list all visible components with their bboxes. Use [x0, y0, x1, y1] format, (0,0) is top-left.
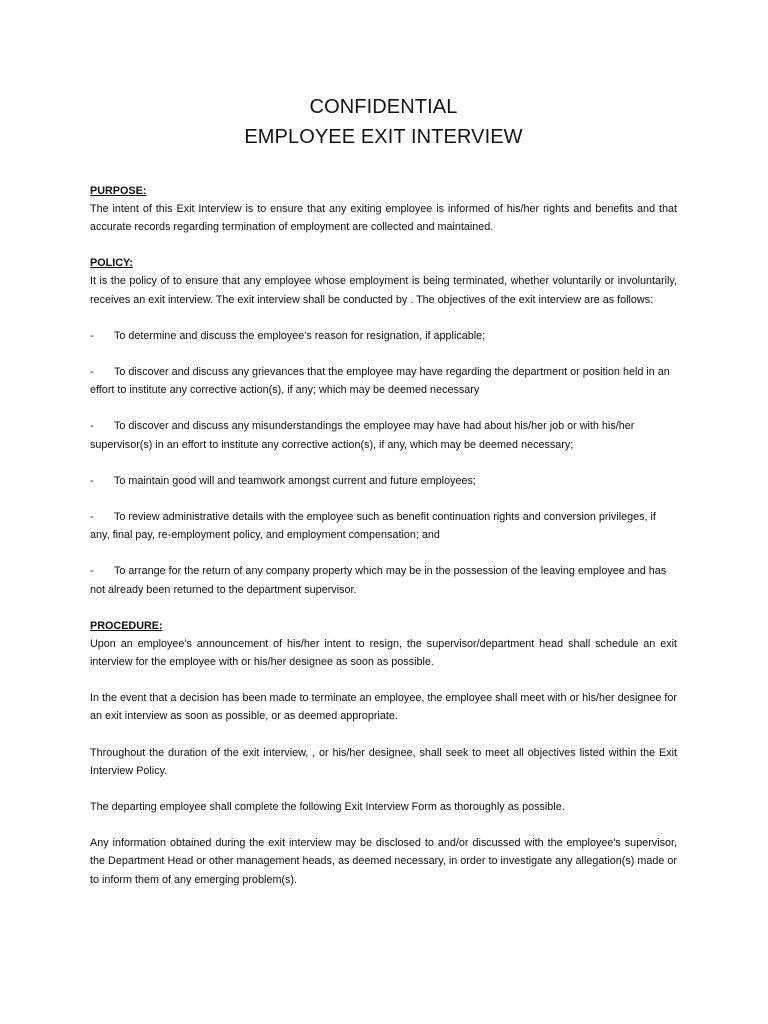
bullet-dash: - — [90, 420, 94, 433]
procedure-paragraph: The departing employee shall complete the following Exit Interview Form as thoroughly as possible. — [90, 801, 565, 814]
policy-objective-item — [90, 508, 677, 544]
policy-objective-item — [90, 562, 677, 598]
procedure-paragraph: In the event that a decision has been made to terminate an employee, the employee shall meet with or his/her designee for an exit interview as soon as possible, or as deemed appropriate. — [90, 692, 677, 723]
document-title-confidential: CONFIDENTIAL — [309, 96, 458, 118]
document-page — [90, 92, 677, 889]
objective-text: To maintain good will and teamwork amongst current and future employees; — [114, 474, 476, 487]
bullet-dash: - — [90, 565, 94, 578]
purpose-heading: PURPOSE: — [90, 185, 147, 197]
procedure-paragraph: Upon an employee's announcement of his/her intent to resign, the supervisor/department head shall schedule an exit interview for the employee with or his/her designee as soon as possible. — [90, 637, 677, 669]
bullet-dash: - — [90, 474, 94, 487]
objective-text: To discover and discuss any grievances that the employee may have regarding the department or position held in an effort to institute any corrective action(s), if any; which may be deemed necessary — [90, 366, 670, 397]
procedure-paragraph: Throughout the duration of the exit interview, , or his/her designee, shall seek to meet all objectives listed within the Exit Interview Policy. — [90, 746, 677, 777]
policy-heading: POLICY: — [90, 257, 133, 270]
policy-objective-item — [90, 327, 677, 345]
policy-objective-item — [90, 417, 677, 453]
bullet-dash: - — [90, 366, 94, 379]
objective-text: To review administrative details with the employee such as benefit continuation rights and conversion privileges, if any, final pay, re-employment policy, and employment compensation; and — [90, 511, 656, 542]
objective-text: To determine and discuss the employee's reason for resignation, if applicable; — [114, 329, 486, 342]
bullet-dash: - — [90, 329, 94, 342]
policy-objective-item — [90, 472, 677, 490]
policy-text: It is the policy of to ensure that any employee whose employment is being terminated, whether voluntarily or involuntarily, receives an exit interview. The exit interview shall be conducted by . The objectives of the exit interview are as follows: — [90, 275, 677, 306]
document-title-main: EMPLOYEE EXIT INTERVIEW — [244, 126, 523, 148]
policy-objective-item — [90, 363, 677, 399]
bullet-dash: - — [90, 511, 94, 524]
procedure-paragraph: Any information obtained during the exit interview may be disclosed to and/or discussed with the employee's supervisor, the Department Head or other management heads, as deemed necessary, in order to investigate any allegation(s) made or to inform them of any emerging problem(s). — [90, 837, 677, 886]
purpose-text: The intent of this Exit Interview is to ensure that any exiting employee is informed of his/her rights and benefits and that accurate records regarding termination of employment are collected and maintained. — [90, 203, 677, 234]
procedure-heading: PROCEDURE: — [90, 619, 163, 632]
objective-text: To discover and discuss any misunderstandings the employee may have had about his/her job or with his/her supervisor(s) in an effort to institute any corrective action(s), if any, which may be deemed necessary; — [90, 420, 635, 451]
objective-text: To arrange for the return of any company property which may be in the possession of the leaving employee and has not already been returned to the department supervisor. — [90, 565, 667, 596]
